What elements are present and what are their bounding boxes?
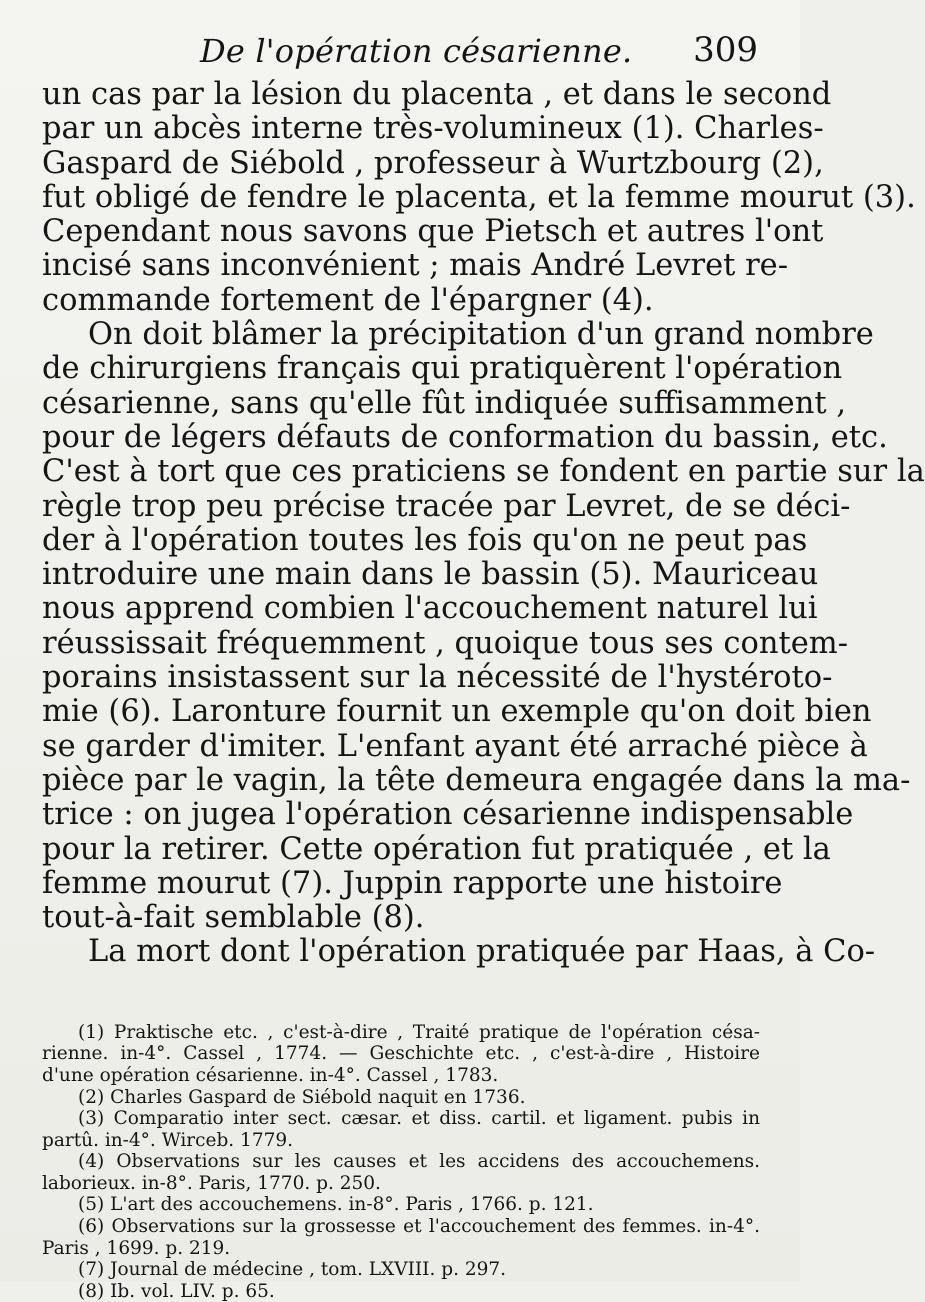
text-line: pour la retirer. Cette opération fut pratiquée , et la: [42, 831, 831, 867]
footnote-line: (3) Comparatio inter sect. cæsar. et diss. cartil. et ligament. pubis in: [78, 1108, 760, 1130]
footnote-line: (7) Journal de médecine , tom. LXVIII. p. 297.: [78, 1259, 507, 1281]
text-line: de chirurgiens français qui pratiquèrent l'opération: [42, 351, 843, 387]
footnote-line: rienne. in-4°. Cassel , 1774. — Geschichte etc. , c'est-à-dire , Histoire: [42, 1043, 760, 1065]
footnotes: [42, 1022, 760, 1302]
footnote-line: (4) Observations sur les causes et les accidens des accouchemens.: [78, 1151, 760, 1173]
footnote-line: (2) Charles Gaspard de Siébold naquit en 1736.: [78, 1086, 526, 1108]
text-line: fut obligé de fendre le placenta, et la femme mourut (3).: [42, 179, 916, 215]
text-line: On doit blâmer la précipitation d'un grand nombre: [88, 317, 874, 353]
text-line: der à l'opération toutes les fois qu'on ne peut pas: [42, 522, 808, 558]
footnote-line: Paris , 1699. p. 219.: [42, 1237, 231, 1259]
footnote-line: laborieux. in-8°. Paris, 1770. p. 250.: [42, 1172, 381, 1194]
text-line: par un abcès interne très-volumineux (1). Charles-: [42, 111, 824, 147]
text-line: La mort dont l'opération pratiquée par Haas, à Co-: [88, 934, 876, 970]
running-title: De l'opération césarienne.: [200, 32, 633, 70]
text-line: césarienne, sans qu'elle fût indiquée suffisamment ,: [42, 385, 847, 421]
text-line: Cependant nous savons que Pietsch et autres l'ont: [42, 214, 824, 250]
page-number: 309: [693, 30, 758, 70]
text-line: nous apprend combien l'accouchement naturel lui: [42, 591, 818, 627]
text-line: trice : on jugea l'opération césarienne indispensable: [42, 797, 854, 833]
footnote-line: (1) Praktische etc. , c'est-à-dire , Traité pratique de l'opération césa-: [78, 1021, 760, 1043]
page-header: [42, 30, 760, 86]
text-line: Gaspard de Siébold , professeur à Wurtzbourg (2),: [42, 145, 824, 181]
text-line: pour de légers défauts de conformation du bassin, etc.: [42, 419, 888, 455]
text-line: se garder d'imiter. L'enfant ayant été arraché pièce à: [42, 728, 868, 764]
footnote-line: (5) L'art des accouchemens. in-8°. Paris , 1766. p. 121.: [78, 1194, 594, 1216]
text-line: règle trop peu précise tracée par Levret, de se déci-: [42, 488, 851, 524]
text-line: C'est à tort que ces praticiens se fondent en partie sur la: [42, 454, 925, 490]
footnote-line: (8) Ib. vol. LIV. p. 65.: [78, 1280, 275, 1302]
text-line: tout-à-fait semblable (8).: [42, 900, 425, 936]
footnote-line: d'une opération césarienne. in-4°. Cassel , 1783.: [42, 1064, 499, 1086]
footnote-line: partû. in-4°. Wirceb. 1779.: [42, 1129, 294, 1151]
text-line: mie (6). Laronture fournit un exemple qu'on doit bien: [42, 694, 872, 730]
main-text: [42, 77, 925, 970]
text-line: réussissait fréquemment , quoique tous ses contem-: [42, 625, 849, 661]
footnote-line: (6) Observations sur la grossesse et l'accouchement des femmes. in-4°.: [78, 1216, 760, 1238]
text-line: un cas par la lésion du placenta , et dans le second: [42, 77, 832, 112]
text-line: introduire une main dans le bassin (5). Mauriceau: [42, 557, 819, 593]
text-line: pièce par le vagin, la tête demeura engagée dans la ma-: [42, 762, 911, 798]
text-line: commande fortement de l'épargner (4).: [42, 282, 654, 318]
text-line: femme mourut (7). Juppin rapporte une histoire: [42, 865, 783, 901]
text-line: incisé sans inconvénient ; mais André Levret re-: [42, 248, 789, 284]
text-line: porains insistassent sur la nécessité de l'hystéroto-: [42, 660, 833, 696]
